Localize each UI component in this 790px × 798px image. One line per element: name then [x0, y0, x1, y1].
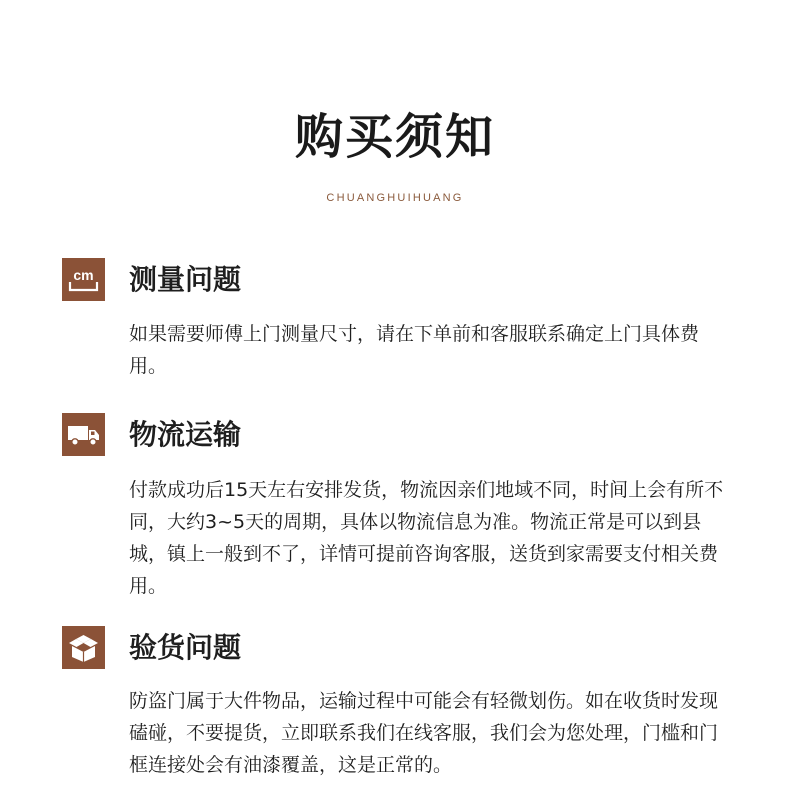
section-body: 付款成功后15天左右安排发货，物流因亲们地域不同，时间上会有所不同，大约3~5天的周期，具体以物流信息为准。物流正常是可以到县城，镇上一般到不了，详情可提前咨询客服，送货到家需要支付相关费用。 [129, 479, 724, 597]
open-box-icon [62, 626, 105, 669]
section-body: 防盗门属于大件物品，运输过程中可能会有轻微划伤。如在收货时发现磕碰，不要提货，立即联系我们在线客服，我们会为您处理，门槛和门框连接处会有油漆覆盖，这是正常的。 [129, 690, 719, 776]
section-heading: 物流运输 [129, 418, 242, 451]
page-subtitle: CHUANGHUIHUANG [326, 192, 464, 204]
section-heading: 测量问题 [129, 263, 242, 296]
svg-text:cm: cm [73, 267, 94, 283]
delivery-truck-icon [62, 413, 105, 456]
page-title: 购买须知 [294, 109, 495, 165]
section-heading: 验货问题 [129, 631, 242, 664]
section-body: 如果需要师傅上门测量尺寸，请在下单前和客服联系确定上门具体费用。 [129, 323, 700, 377]
ruler-cm-icon [62, 258, 105, 301]
